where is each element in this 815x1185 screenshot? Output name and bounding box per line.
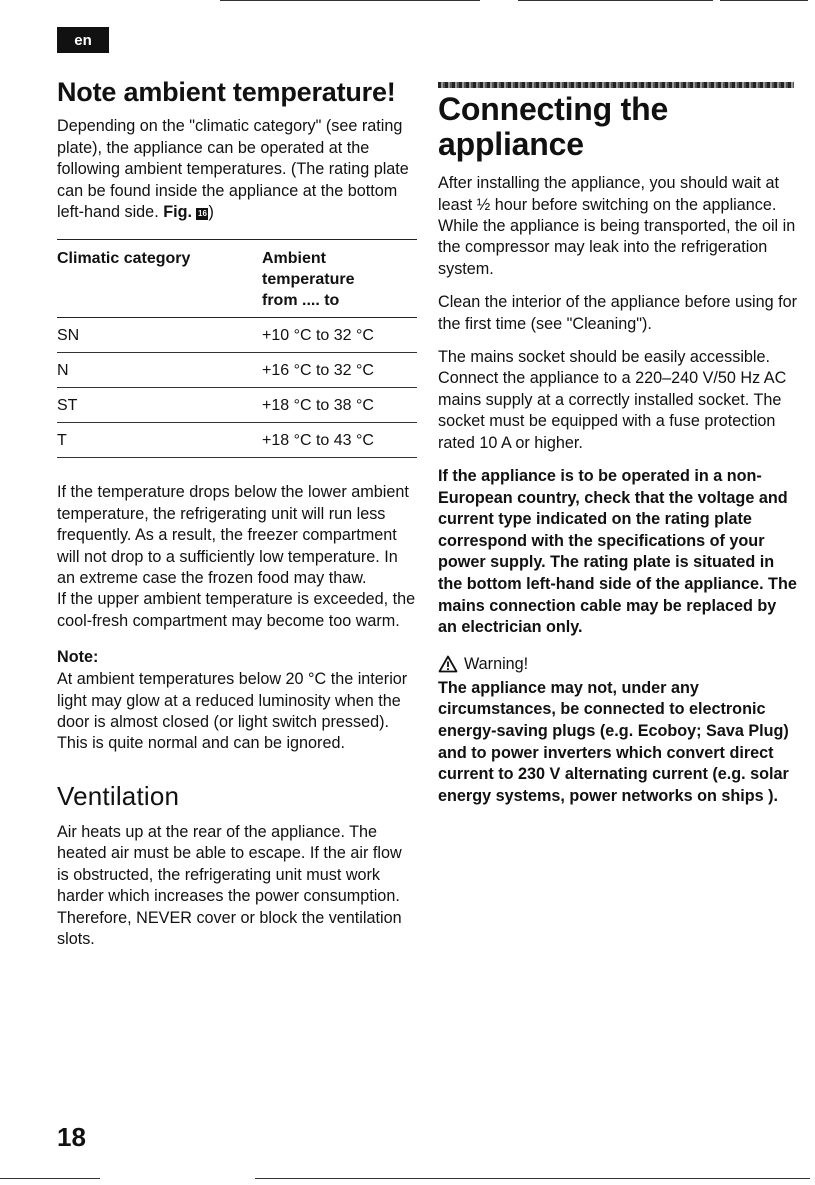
connecting-heading: Connecting the appliance — [438, 91, 669, 162]
warning-label: Warning! — [464, 654, 529, 673]
upper-temperature-paragraph: If the upper ambient temperature is exceeded, the cool-fresh compartment may become too warm. — [57, 590, 416, 630]
range-cell: +16 °C to 32 °C — [262, 353, 417, 388]
bottom-rule — [0, 1178, 100, 1179]
top-rule — [720, 0, 808, 1]
right-column — [438, 84, 798, 807]
left-column — [57, 76, 417, 950]
top-rule — [220, 0, 480, 1]
category-cell: N — [57, 353, 262, 388]
note-text: At ambient temperatures below 20 °C the interior light may glow at a reduced luminosity when the door is almost closed (or light switch pressed). This is quite normal and can be ignored. — [57, 670, 408, 753]
non-european-warning-paragraph: If the appliance is to be operated in a non-European country, check that the voltage and current type indicated on the rating plate correspond with the specifications of your power supply. The rating plate is situated in the bottom left-hand side of the appliance. The mains connection cable may be replaced by an electrician only. — [438, 466, 797, 637]
warning-heading — [438, 655, 798, 674]
warning-triangle-icon — [438, 655, 458, 673]
top-rule — [518, 0, 713, 1]
category-cell: SN — [57, 318, 262, 353]
bottom-rule — [255, 1178, 810, 1179]
connecting-paragraph-2: Clean the interior of the appliance before using for the first time (see "Cleaning"). — [438, 293, 798, 333]
table-header-category: Climatic category — [57, 240, 262, 318]
figure-reference: Fig. 16 — [163, 203, 207, 222]
category-cell: ST — [57, 388, 262, 423]
language-badge: en — [57, 27, 109, 53]
ventilation-heading: Ventilation — [57, 780, 180, 811]
ambient-intro-paragraph: Depending on the "climatic category" (see rating plate), the appliance can be operated at the following ambient temperatures. (The rating plate can be found inside the appliance at the bottom left-hand side. Fig. 16) — [57, 117, 409, 222]
ambient-temperature-heading: Note ambient temperature! — [57, 77, 396, 107]
table-header-range: Ambient temperature from .... to — [262, 240, 417, 318]
page-number: 18 — [57, 1122, 86, 1152]
table-row — [57, 423, 417, 458]
table-row — [57, 388, 417, 423]
note-label: Note: — [57, 648, 99, 667]
climatic-category-table — [57, 239, 417, 458]
range-cell: +18 °C to 38 °C — [262, 388, 417, 423]
range-cell: +18 °C to 43 °C — [262, 423, 417, 458]
connecting-paragraph-1: After installing the appliance, you should wait at least ½ hour before switching on the appliance. While the appliance is being transported, the oil in the compressor may leak into the refrigeration system. — [438, 174, 796, 278]
range-cell: +10 °C to 32 °C — [262, 318, 417, 353]
ventilation-paragraph: Air heats up at the rear of the appliance. The heated air must be able to escape. If the air flow is obstructed, the refrigerating unit must work harder which increases the power consumption. Therefore, NEVER cover or block the ventilation slots. — [57, 822, 402, 948]
figure-number-icon: 16 — [198, 209, 207, 219]
warning-text: The appliance may not, under any circumstances, be connected to electronic energy-saving plugs (e.g. Ecoboy; Sava Plug) and to power inverters which convert direct current to 230 V alternating current (e.g. solar energy systems, power networks on ships ). — [438, 678, 789, 805]
category-cell: T — [57, 423, 262, 458]
table-row — [57, 353, 417, 388]
table-row — [57, 318, 417, 353]
lower-temperature-paragraph: If the temperature drops below the lower ambient temperature, the refrigerating unit will run less frequently. As a result, the freezer compartment will not drop to a sufficiently low temperature. In an extreme case the frozen food may thaw. — [57, 483, 409, 588]
connecting-paragraph-3: The mains socket should be easily accessible. Connect the appliance to a 220–240 V/50 Hz AC mains supply at a correctly installed socket. The socket must be equipped with a fuse protection rated 10 A or higher. — [438, 347, 787, 452]
